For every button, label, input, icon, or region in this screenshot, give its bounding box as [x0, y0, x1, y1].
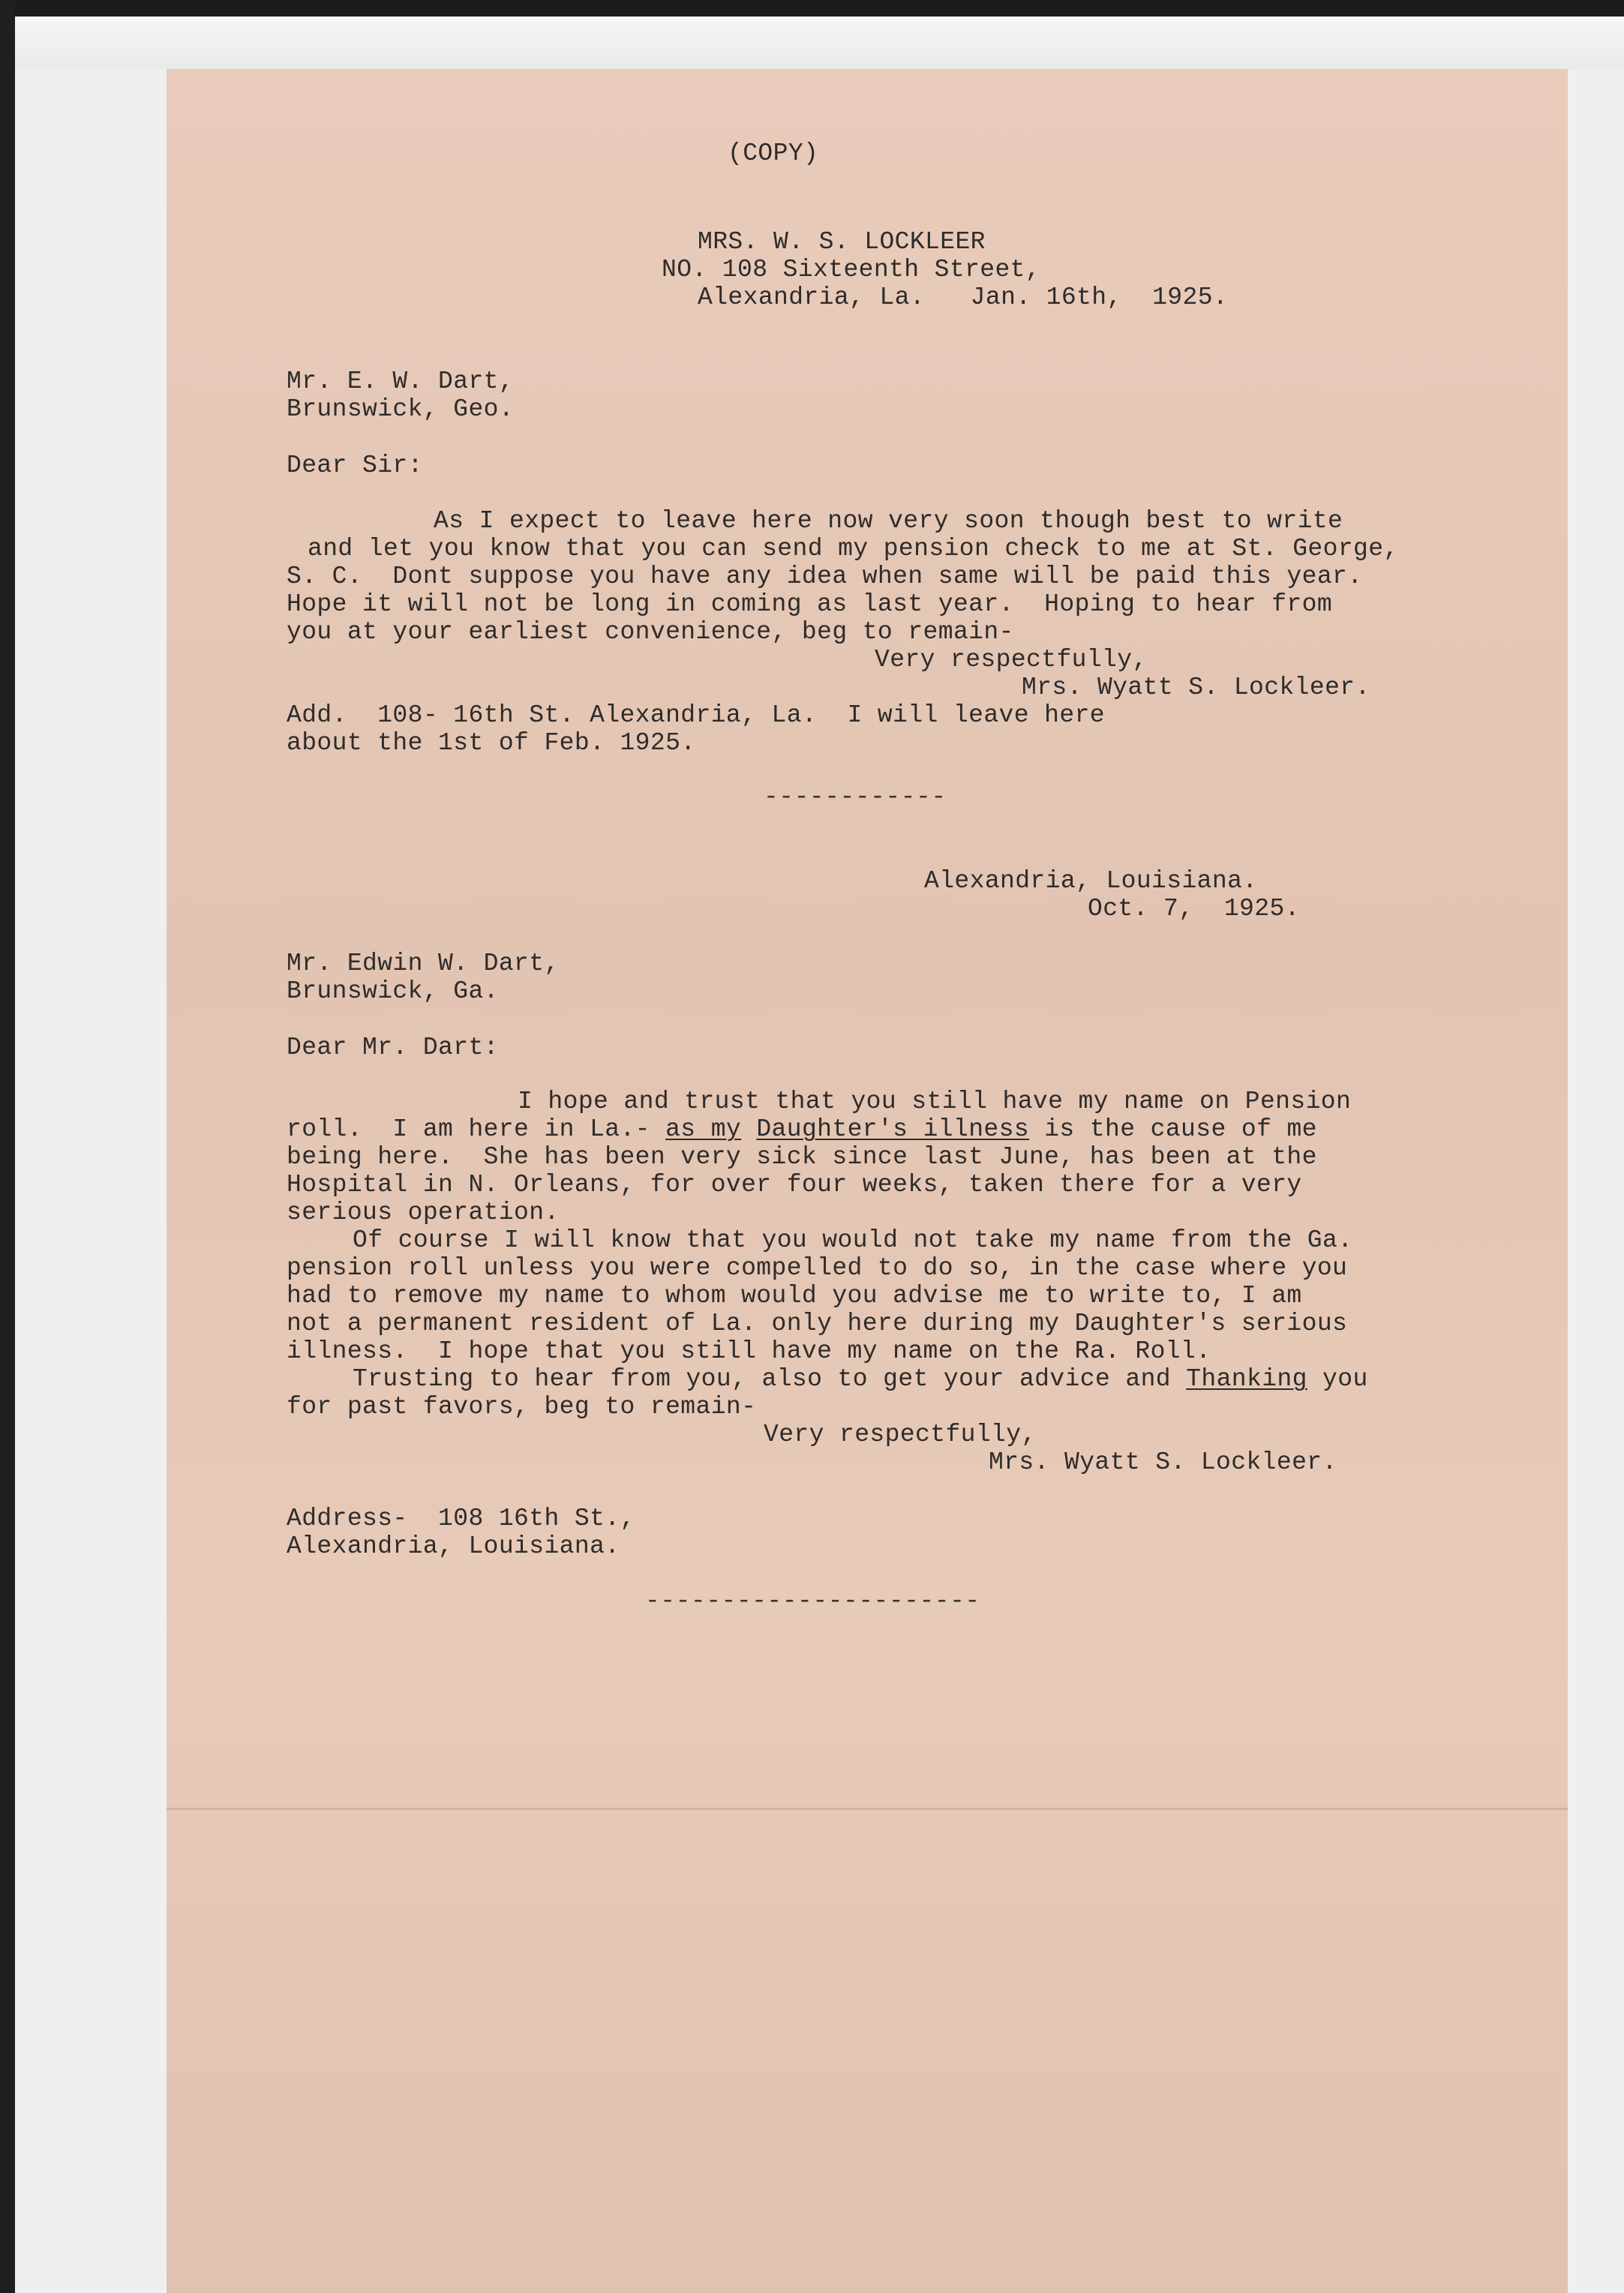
text-segment [741, 1115, 756, 1143]
letter1-body-line: As I expect to leave here now very soon though best to write [434, 507, 1343, 535]
letter2-closing: Very respectfully, [764, 1421, 1037, 1448]
letter2-recipient-name: Mr. Edwin W. Dart, [287, 950, 560, 977]
letter1-body-line: S. C. Dont suppose you have any idea when same will be paid this year. [287, 563, 1363, 590]
letter2-body-line: not a permanent resident of La. only here during my Daughter's serious [287, 1310, 1348, 1337]
letter2-body-line: I hope and trust that you still have my name on Pension [518, 1088, 1352, 1115]
underlined-text: Daughter's illness [756, 1115, 1030, 1143]
letter2-salutation: Dear Mr. Dart: [287, 1034, 499, 1061]
text-segment: Trusting to hear from you, also to get your advice and [353, 1365, 1187, 1393]
paper-fold-crease [167, 1808, 1568, 1810]
letter1-salutation: Dear Sir: [287, 452, 423, 479]
letter1-body-line: and let you know that you can send my pension check to me at St. George, [308, 535, 1399, 563]
underlined-text: Thanking [1186, 1365, 1307, 1393]
letter2-signature: Mrs. Wyatt S. Lockleer. [989, 1448, 1337, 1476]
letter2-body-line [287, 1115, 1317, 1143]
letter1-recipient-name: Mr. E. W. Dart, [287, 368, 515, 395]
letter1-body-line: Hope it will not be long in coming as last year. Hoping to hear from [287, 590, 1333, 618]
letter2-body-line: Hospital in N. Orleans, for over four weeks, taken there for a very [287, 1171, 1302, 1199]
letter2-place: Alexandria, Louisiana. [924, 867, 1258, 895]
separator-dashes: ------------ [764, 783, 947, 811]
letter2-date: Oct. 7, 1925. [1088, 895, 1300, 923]
letter2-body-line: pension roll unless you were compelled to do so, in the case where you [287, 1254, 1348, 1282]
letter1-closing: Very respectfully, [875, 646, 1148, 674]
text-segment: you [1307, 1365, 1368, 1393]
letter1-header-name: MRS. W. S. LOCKLEER [698, 228, 986, 256]
letter2-address-line: Alexandria, Louisiana. [287, 1532, 620, 1560]
letter1-body-line: you at your earliest convenience, beg to remain- [287, 618, 1014, 646]
letter1-postscript-line: Add. 108- 16th St. Alexandria, La. I will leave here [287, 701, 1105, 729]
letter2-body-line [353, 1365, 1368, 1393]
text-segment: is the cause of me [1029, 1115, 1317, 1143]
scan-left-edge [0, 0, 15, 2293]
letter2-address-line: Address- 108 16th St., [287, 1505, 635, 1532]
letter1-header-city-date: Alexandria, La. Jan. 16th, 1925. [698, 284, 1229, 311]
separator-dashes: ---------------------- [645, 1587, 980, 1615]
letter2-recipient-city: Brunswick, Ga. [287, 977, 499, 1005]
scan-top-edge [0, 0, 1624, 17]
letter2-body-line: for past favors, beg to remain- [287, 1393, 757, 1421]
letter1-signature: Mrs. Wyatt S. Lockleer. [1022, 674, 1370, 701]
letter1-postscript-line: about the 1st of Feb. 1925. [287, 729, 696, 757]
scanner-bed-strip [15, 17, 1624, 69]
letter1-recipient-city: Brunswick, Geo. [287, 395, 515, 423]
text-segment: roll. I am here in La.- [287, 1115, 666, 1143]
copy-mark: (COPY) [728, 140, 819, 167]
letter2-body-line: being here. She has been very sick since last June, has been at the [287, 1143, 1317, 1171]
letter2-body-line: had to remove my name to whom would you advise me to write to, I am [287, 1282, 1302, 1310]
letter1-header-street: NO. 108 Sixteenth Street, [662, 256, 1041, 284]
letter2-body-line: Of course I will know that you would not take my name from the Ga. [353, 1226, 1353, 1254]
letter2-body-line: serious operation. [287, 1199, 560, 1226]
letter2-body-line: illness. I hope that you still have my name on the Ra. Roll. [287, 1337, 1211, 1365]
underlined-text: as my [665, 1115, 742, 1143]
